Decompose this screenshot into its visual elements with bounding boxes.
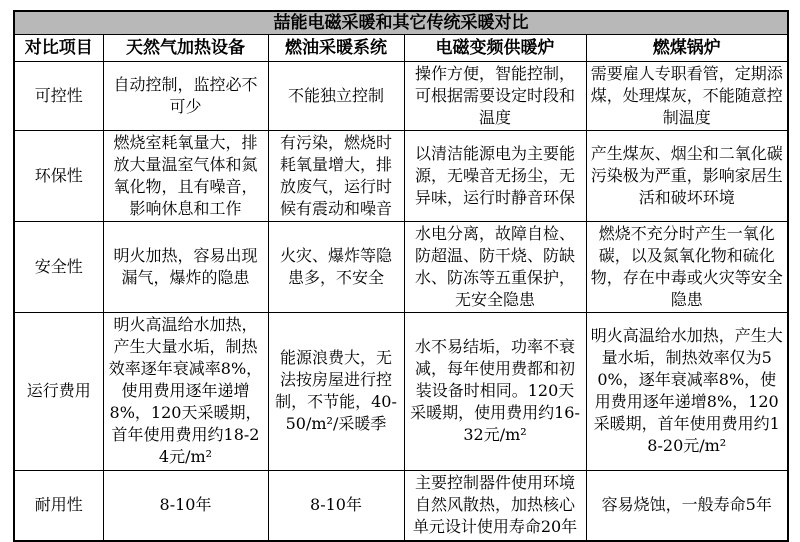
comparison-table bbox=[13, 10, 789, 542]
table-cell: 明火加热，容易出现漏气，爆炸的隐患 bbox=[103, 221, 268, 312]
table-cell: 明火高温给水加热，产生大量水垢，制热效率逐年衰减率8%，使用费用逐年递增8%，120天采暖期，首年使用费用约18-24元/m² bbox=[103, 312, 268, 470]
table-title: 喆能电磁采暖和其它传统采暖对比 bbox=[14, 11, 788, 34]
column-header-coal-boiler: 燃煤锅炉 bbox=[586, 34, 788, 61]
table-cell: 以清洁能源电为主要能源，无噪音无扬尘，无异味，运行时静音环保 bbox=[404, 130, 586, 221]
row-label: 环保性 bbox=[14, 130, 103, 221]
table-row-operating-cost bbox=[14, 312, 788, 470]
table-cell: 水电分离，故障自检、防超温、防干烧、防缺水、防冻等五重保护，无安全隐患 bbox=[404, 221, 586, 312]
table-cell: 有污染，燃烧时耗氧量增大，排放废气，运行时候有震动和噪音 bbox=[268, 130, 404, 221]
table-cell: 容易烧蚀，一般寿命5年 bbox=[586, 470, 788, 541]
table-cell: 不能独立控制 bbox=[268, 61, 404, 130]
table-title-row bbox=[14, 11, 788, 34]
table-cell: 8-10年 bbox=[103, 470, 268, 541]
column-header-electromagnetic: 电磁变频供暖炉 bbox=[404, 34, 586, 61]
row-label: 安全性 bbox=[14, 221, 103, 312]
table-cell: 水不易结垢，功率不衰减，每年使用费都和初装设备时相同。120天采暖期，使用费用约16-32元/m² bbox=[404, 312, 586, 470]
table-cell: 主要控制器件使用环境自然风散热，加热核心单元设计使用寿命20年 bbox=[404, 470, 586, 541]
table-row-durability bbox=[14, 470, 788, 541]
table-row-environmental bbox=[14, 130, 788, 221]
column-header-fuel-oil: 燃油采暖系统 bbox=[268, 34, 404, 61]
table-row-safety bbox=[14, 221, 788, 312]
column-header-natural-gas: 天然气加热设备 bbox=[103, 34, 268, 61]
column-header-compare-item: 对比项目 bbox=[14, 34, 103, 61]
table-cell: 自动控制，监控必不可少 bbox=[103, 61, 268, 130]
table-cell: 操作方便，智能控制，可根据需要设定时段和温度 bbox=[404, 61, 586, 130]
table-cell: 燃烧室耗氧量大，排放大量温室气体和氮氧化物，且有噪音，影响休息和工作 bbox=[103, 130, 268, 221]
table-cell: 明火高温给水加热，产生大量水垢，制热效率仅为50%，逐年衰减率8%，使用费用逐年递增8%，120采暖期，首年使用费用约18-20元/m² bbox=[586, 312, 788, 470]
table-cell: 燃烧不充分时产生一氧化碳，以及氮氧化物和硫化物，存在中毒或火灾等安全隐患 bbox=[586, 221, 788, 312]
table-cell: 火灾、爆炸等隐患多，不安全 bbox=[268, 221, 404, 312]
table-cell: 产生煤灰、烟尘和二氧化碳污染极为严重，影响家居生活和破坏环境 bbox=[586, 130, 788, 221]
table-cell: 能源浪费大，无法按房屋进行控制，不节能，40-50/m²/采暖季 bbox=[268, 312, 404, 470]
row-label: 耐用性 bbox=[14, 470, 103, 541]
row-label: 可控性 bbox=[14, 61, 103, 130]
row-label: 运行费用 bbox=[14, 312, 103, 470]
table-header-row bbox=[14, 34, 788, 61]
table-cell: 8-10年 bbox=[268, 470, 404, 541]
table-cell: 需要雇人专职看管，定期添煤，处理煤灰，不能随意控制温度 bbox=[586, 61, 788, 130]
table-row-controllability bbox=[14, 61, 788, 130]
